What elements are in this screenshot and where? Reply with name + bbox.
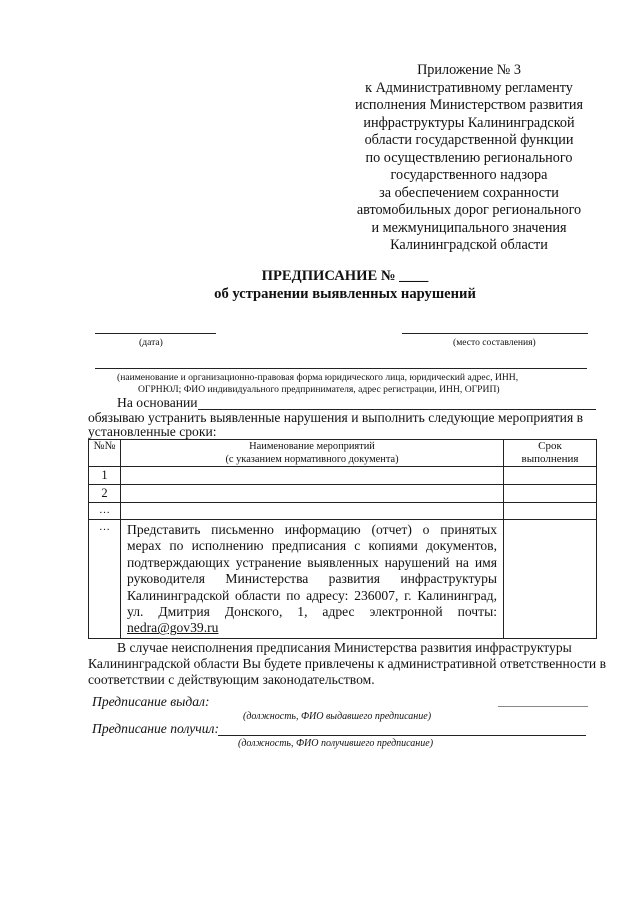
- appendix-header: [340, 62, 598, 255]
- date-caption: (дата): [139, 337, 163, 348]
- issued-by-signature-line[interactable]: [498, 706, 588, 707]
- warning-text-2: Калининградской области Вы будете привлечены к административной ответственности в: [88, 656, 607, 671]
- obligation-text-2: установленные сроки:: [88, 424, 217, 439]
- warning-text-1: В случае неисполнения предписания Министерства развития инфраструктуры: [117, 640, 572, 655]
- instruction-text: Представить письменно информацию (отчет) о принятых мерах по исполнению предписания с копиями документов, подтверждающих устранение выявленных нарушений на имя руководителя Министерства развития инфраструктуры Калининградской области по адресу: 236007, г. Калининград, ул. Дмитрия Донского, 1, адрес электронной почты:: [127, 522, 497, 620]
- appendix-line: области государственной функции: [364, 132, 574, 148]
- table-row: [89, 503, 597, 520]
- row-measure-cell[interactable]: [121, 503, 504, 520]
- appendix-line: исполнения Министерством развития: [355, 97, 583, 113]
- row-number: 1: [89, 467, 121, 485]
- table-row: [89, 485, 597, 503]
- row-number: …: [89, 503, 121, 520]
- document-subtitle: об устранении выявленных нарушений: [214, 286, 476, 302]
- warning-text-3: соответствии с действующим законодательством.: [88, 672, 375, 687]
- row-number: 2: [89, 485, 121, 503]
- organization-caption-2: ОГРНЮЛ; ФИО индивидуального предпринимателя, адрес регистрации, ИНН, ОГРИП): [138, 384, 500, 395]
- basis-label: На основании: [117, 395, 198, 410]
- place-caption: (место составления): [453, 337, 536, 348]
- row-term-cell[interactable]: [504, 485, 597, 503]
- appendix-line: Калининградской области: [390, 237, 548, 253]
- row-measure-cell[interactable]: [121, 467, 504, 485]
- column-header-name: [121, 440, 504, 467]
- appendix-line: и межмуниципального значения: [371, 219, 567, 236]
- document-title: ПРЕДПИСАНИЕ № ____: [261, 268, 429, 284]
- table-header-row: [89, 440, 597, 467]
- appendix-line: Приложение № 3: [417, 62, 521, 78]
- appendix-line: к Административному регламенту: [365, 79, 573, 96]
- column-header-term-line1: Срок: [538, 440, 562, 452]
- column-header-name-line: Наименование мероприятий: [249, 441, 375, 452]
- obligation-text-1: обязываю устранить выявленные нарушения и выполнить следующие мероприятия в: [88, 410, 584, 425]
- issued-by-caption: (должность, ФИО выдавшего предписание): [243, 711, 432, 722]
- row-measure-instruction: [121, 520, 504, 639]
- appendix-line: инфраструктуры Калининградской: [363, 114, 575, 131]
- appendix-line: автомобильных дорог регионального: [356, 202, 582, 218]
- issued-by-label: Предписание выдал:: [92, 694, 210, 709]
- table-row: [89, 467, 597, 485]
- appendix-line: государственного надзора: [390, 167, 548, 183]
- appendix-line: по осуществлению регионального: [365, 149, 573, 166]
- received-by-field-line[interactable]: [218, 735, 586, 736]
- column-header-name-note: (с указанием нормативного документа): [225, 454, 399, 465]
- row-term-cell[interactable]: [504, 467, 597, 485]
- row-measure-cell[interactable]: [121, 485, 504, 503]
- measures-table: [88, 439, 597, 639]
- organization-field-line[interactable]: [95, 368, 587, 369]
- column-header-term: [504, 440, 597, 467]
- appendix-line: за обеспечением сохранности: [379, 184, 559, 201]
- table-row: [89, 520, 597, 639]
- date-field-line[interactable]: [95, 333, 216, 334]
- row-number: …: [89, 520, 121, 639]
- row-term-cell[interactable]: [504, 520, 597, 639]
- row-term-cell[interactable]: [504, 503, 597, 520]
- column-header-term-line2: выполнения: [521, 453, 579, 465]
- organization-caption-1: (наименование и организационно-правовая форма юридического лица, юридический адрес, ИНН,: [117, 372, 519, 383]
- received-by-label: Предписание получил:: [92, 721, 220, 736]
- column-header-number: №№: [89, 440, 121, 467]
- received-by-caption: (должность, ФИО получившего предписание): [238, 738, 434, 749]
- place-field-line[interactable]: [402, 333, 588, 334]
- email-link[interactable]: nedra@gov39.ru: [127, 620, 219, 636]
